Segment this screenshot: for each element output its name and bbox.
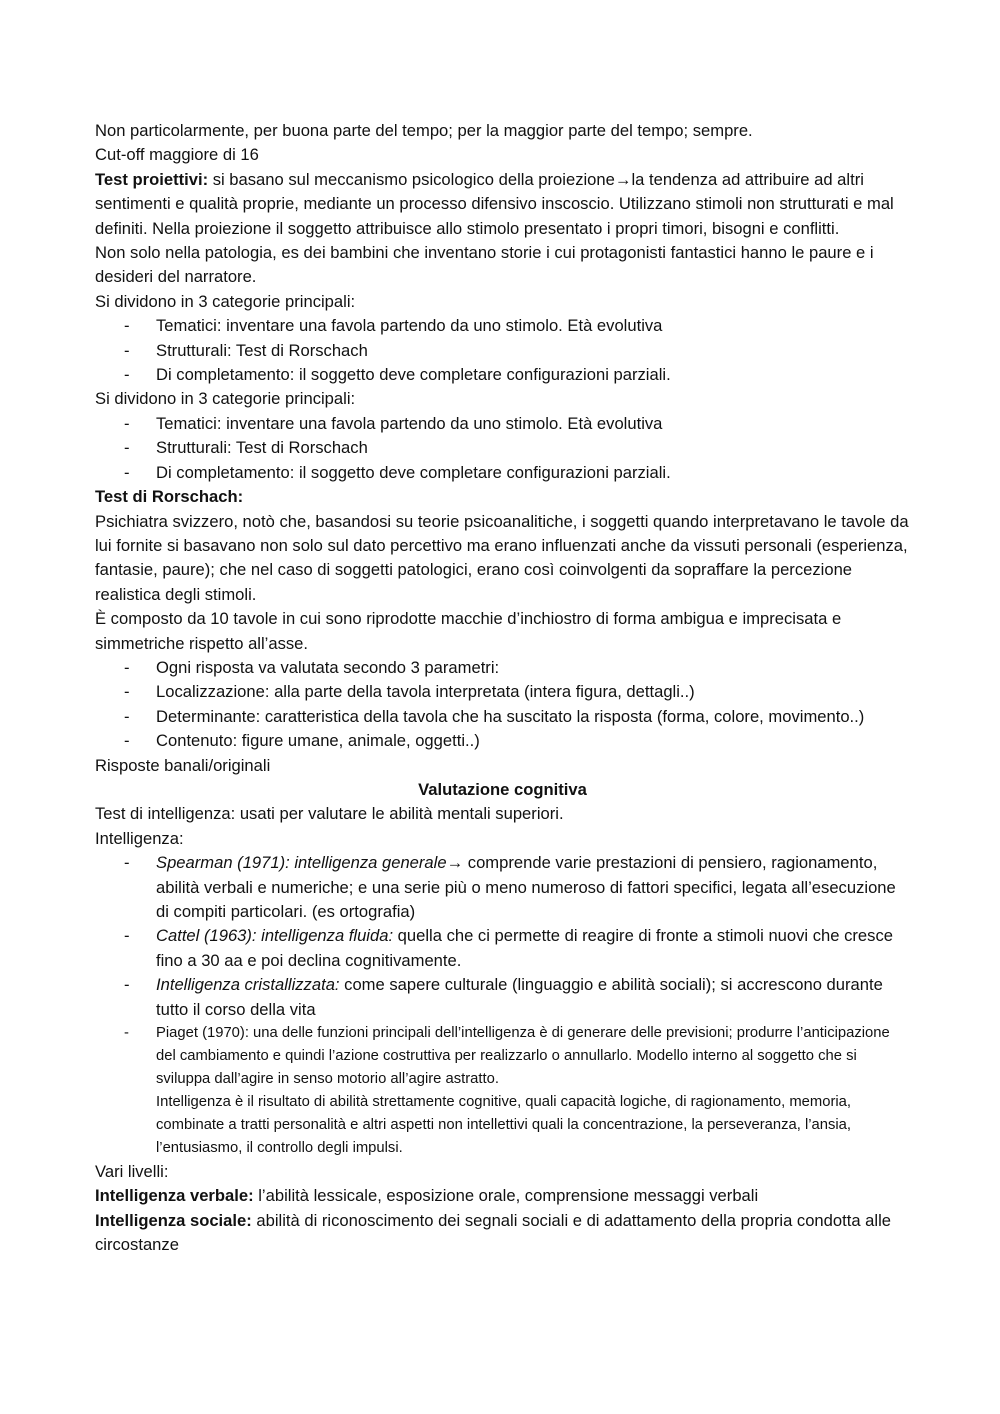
list-item: - Tematici: inventare una favola partendo da uno stimolo. Età evolutiva bbox=[95, 412, 910, 436]
intro-line-1: Non particolarmente, per buona parte del tempo; per la maggior parte del tempo; sempre. bbox=[95, 121, 753, 140]
intro-line-2: Cut-off maggiore di 16 bbox=[95, 145, 259, 165]
categories-intro-1: Si dividono in 3 categorie principali: bbox=[95, 291, 356, 311]
list-item: - Tematici: inventare una favola partendo da uno stimolo. Età evolutiva bbox=[95, 314, 910, 338]
rorschach-title: Test di Rorschach: bbox=[95, 487, 244, 507]
sociale-paragraph bbox=[95, 1209, 910, 1258]
rorschach-list bbox=[95, 656, 910, 754]
list-item-cristallizzata bbox=[95, 973, 910, 1022]
sociale-title: Intelligenza sociale: bbox=[95, 1210, 252, 1230]
piaget-text: Piaget (1970): una delle funzioni principali dell’intelligenza è di generare delle previsioni; produrre l’anticipazione del cambiamento e quindi l’azione costruttiva per realizzarlo o annullarlo. Modello interno al soggetto che si sviluppa dall’agire in senso motorio all’agire astratto. bbox=[156, 1025, 890, 1088]
list-item: - Strutturali: Test di Rorschach bbox=[95, 339, 910, 363]
spearman-text: comprende varie prestazioni di pensiero, ragionamento, abilità verbali e numeriche; e una serie più o meno numeroso di fattori specifici, legata all’esecuzione di compiti particolari. (es ortografia) bbox=[156, 853, 896, 921]
list-item: - Localizzazione: alla parte della tavola interpretata (intera figura, dettagli..) bbox=[95, 680, 910, 704]
proiettivi-text-2: la tendenza ad attribuire ad altri sentimenti e qualità proprie, mediante un processo difensivo inscoscio. Utilizzano stimoli non strutturati e mal definiti. Nella proiezione il soggetto attribuisce allo stimolo presentato i propri timori, bisogni e conflitti. bbox=[95, 169, 894, 238]
arrow-right-icon: → bbox=[446, 853, 464, 873]
cristallizzata-label: Intelligenza cristallizzata: bbox=[156, 975, 340, 995]
proiettivi-paragraph bbox=[95, 168, 910, 241]
verbale-text: l’abilità lessicale, esposizione orale, comprensione messaggi verbali bbox=[253, 1186, 759, 1206]
proiettivi-title: Test proiettivi: bbox=[95, 169, 209, 189]
verbale-paragraph bbox=[95, 1184, 910, 1208]
proiettivi-paragraph-2: Non solo nella patologia, es dei bambini che inventano storie i cui protagonisti fantastici hanno le paure e i desideri del narratore. bbox=[95, 243, 874, 287]
proiettivi-text-1: si basano sul meccanismo psicologico della proiezione bbox=[208, 169, 615, 189]
categories-list-2 bbox=[95, 412, 910, 485]
levels-label: Vari livelli: bbox=[95, 1162, 169, 1182]
categories-list-1 bbox=[95, 314, 910, 387]
verbale-title: Intelligenza verbale: bbox=[95, 1186, 254, 1206]
intelligenza-list bbox=[95, 851, 910, 1160]
cognitiva-intro: Test di intelligenza: usati per valutare le abilità mentali superiori. bbox=[95, 804, 564, 824]
list-item: - Contenuto: figure umane, animale, oggetti..) bbox=[95, 729, 910, 753]
intelligenza-label: Intelligenza: bbox=[95, 828, 184, 848]
piaget-text-2: Intelligenza è il risultato di abilità strettamente cognitive, quali capacità logiche, di ragionamento, memoria, combinate a tratti personalità e altri aspetti non intellettivi quali la concentrazione, la perseveranza, l’ansia, l’entusiasmo, il controllo degli impulsi. bbox=[156, 1094, 852, 1157]
list-item-piaget bbox=[95, 1022, 910, 1160]
cattel-text: quella che ci permette di reagire di fronte a stimoli nuovi che cresce fino a 30 aa e poi declina cognitivamente. bbox=[156, 926, 893, 970]
list-item: - Strutturali: Test di Rorschach bbox=[95, 436, 910, 460]
arrow-right-icon: → bbox=[614, 169, 632, 189]
sociale-text: abilità di riconoscimento dei segnali sociali e di adattamento della propria condotta alle circostanze bbox=[95, 1210, 892, 1255]
spearman-label: Spearman (1971): intelligenza generale bbox=[156, 853, 447, 873]
list-item: - Ogni risposta va valutata secondo 3 parametri: bbox=[95, 656, 910, 680]
list-item: - Di completamento: il soggetto deve completare configurazioni parziali. bbox=[95, 461, 910, 485]
rorschach-closing: Risposte banali/originali bbox=[95, 755, 271, 775]
list-item: - Determinante: caratteristica della tavola che ha suscitato la risposta (forma, colore, movimento..) bbox=[95, 705, 910, 729]
document-page bbox=[95, 119, 910, 1258]
categories-intro-2: Si dividono in 3 categorie principali: bbox=[95, 389, 356, 409]
cattel-label: Cattel (1963): intelligenza fluida: bbox=[156, 926, 394, 946]
cristallizzata-text: come sapere culturale (linguaggio e abilità sociali); si accrescono durante tutto il corso della vita bbox=[156, 975, 883, 1019]
rorschach-paragraph-2: È composto da 10 tavole in cui sono riprodotte macchie d’inchiostro di forma ambigua e imprecisata e simmetriche rispetto all’asse. bbox=[95, 609, 842, 653]
list-item-cattel bbox=[95, 924, 910, 973]
section-heading: Valutazione cognitiva bbox=[418, 779, 587, 799]
list-item: - Di completamento: il soggetto deve completare configurazioni parziali. bbox=[95, 363, 910, 387]
list-item-spearman bbox=[95, 851, 910, 924]
rorschach-paragraph-1: Psichiatra svizzero, notò che, basandosi su teorie psicoanalitiche, i soggetti quando interpretavano le tavole da lui fornite si basavano non solo sul dato percettivo ma erano influenzati anche da vissuti personali (esperienza, fantasie, paure); che nel caso di soggetti patologici, erano così coinvolgenti da sopraffare la percezione realistica degli stimoli. bbox=[95, 511, 909, 604]
